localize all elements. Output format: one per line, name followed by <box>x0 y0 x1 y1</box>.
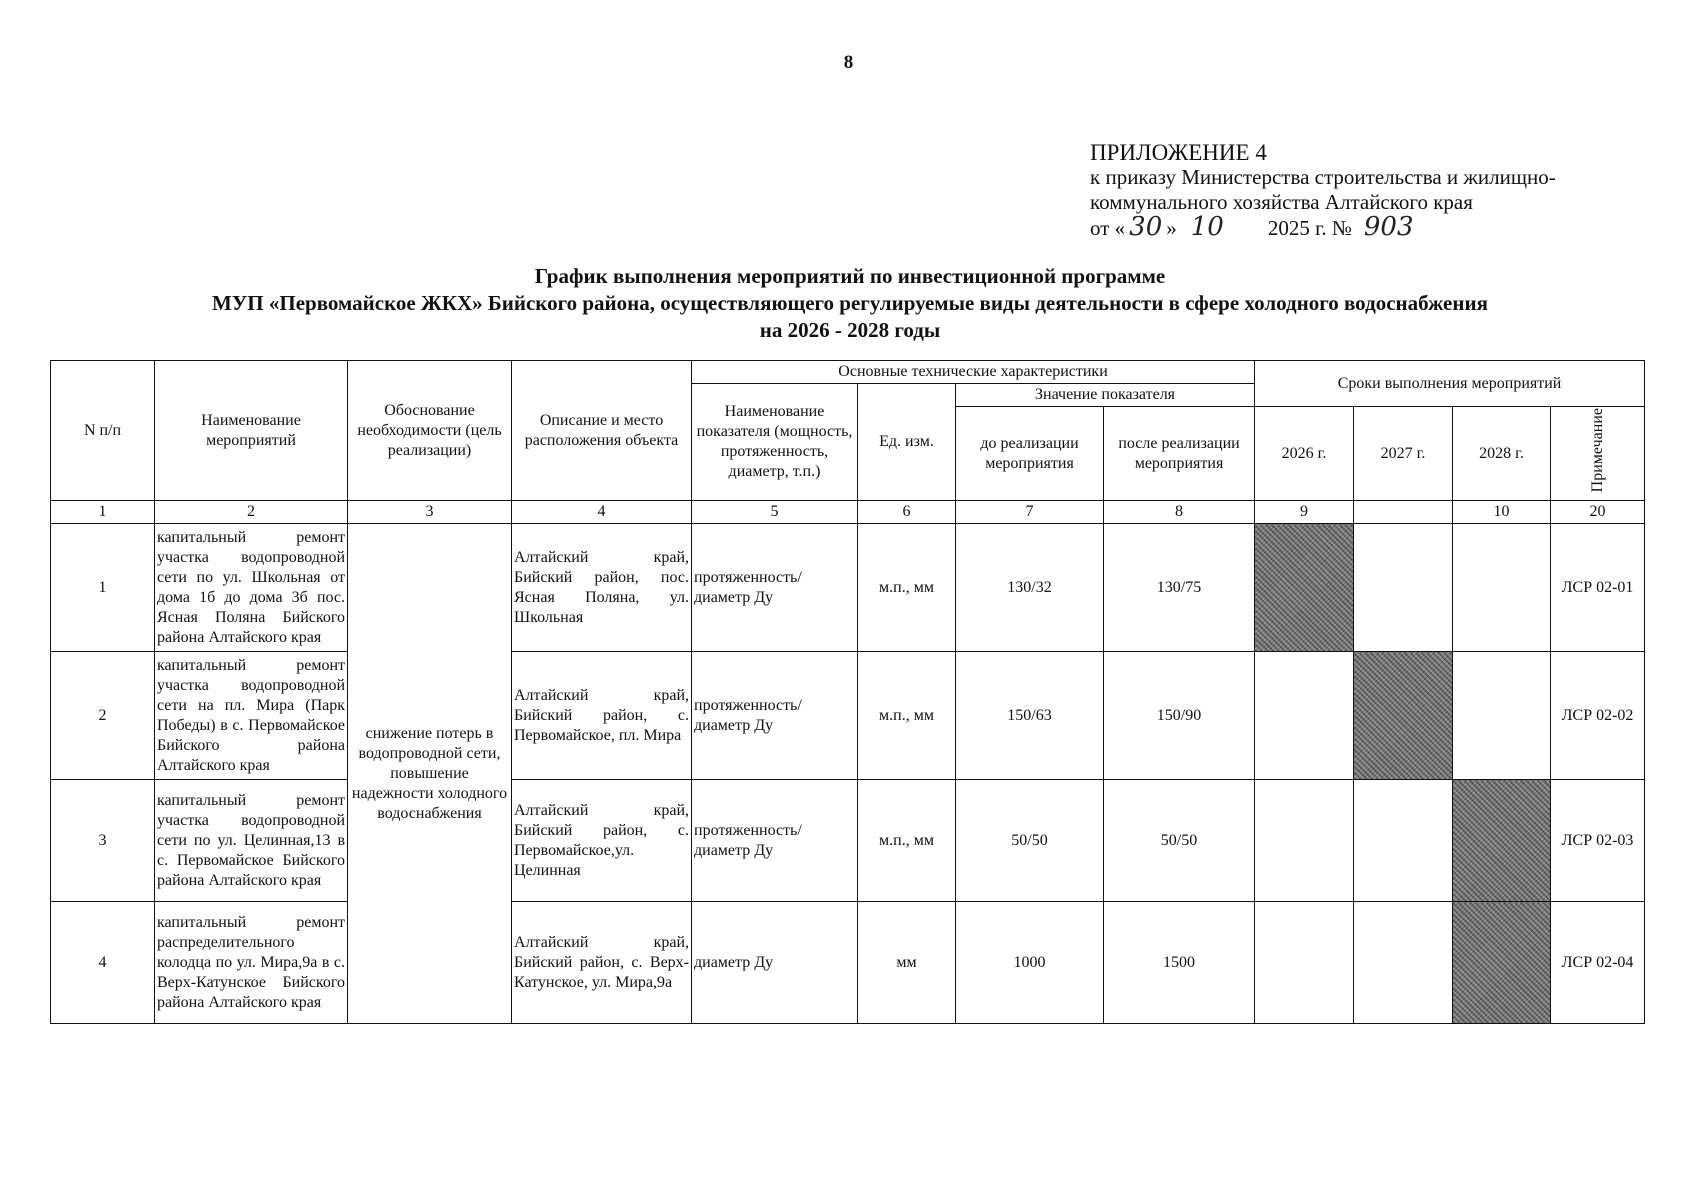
header-location: Описание и место расположения объекта <box>512 361 692 501</box>
schedule-cell-2026 <box>1255 652 1354 780</box>
date-year: 2025 г. № <box>1267 216 1352 240</box>
schedule-cell-2027-filled <box>1354 652 1453 780</box>
row-indicator: протяженность/ диаметр Ду <box>692 652 858 780</box>
column-number: 4 <box>512 501 692 524</box>
row-location: Алтайский край, Бийский район, с. Верх-Катунское, ул. Мира,9а <box>512 902 692 1024</box>
schedule-cell-2028 <box>1453 524 1551 652</box>
row-num: 4 <box>51 902 155 1024</box>
row-num: 2 <box>51 652 155 780</box>
row-before: 50/50 <box>956 780 1104 902</box>
header-note-label: Примечание <box>1588 408 1606 493</box>
row-note: ЛСР 02-04 <box>1551 902 1645 1024</box>
header-after: после реализации мероприятия <box>1104 407 1255 501</box>
row-unit: м.п., мм <box>858 524 956 652</box>
title-line-1: График выполнения мероприятий по инвестиционной программе <box>534 264 1166 288</box>
schedule-cell-2028 <box>1453 652 1551 780</box>
row-before: 150/63 <box>956 652 1104 780</box>
header-2028: 2028 г. <box>1453 407 1551 501</box>
schedule-cell-2027 <box>1354 902 1453 1024</box>
row-name: капитальный ремонт участка водопроводной сети по ул. Целинная,13 в с. Первомайское Бийского района Алтайского края <box>155 780 348 902</box>
column-number: 20 <box>1551 501 1645 524</box>
handwritten-order-number: 903 <box>1363 212 1414 242</box>
row-indicator: протяженность/ диаметр Ду <box>692 780 858 902</box>
table-row <box>51 780 1645 902</box>
appendix-date-line <box>1090 212 1680 242</box>
header-tech-group: Основные технические характеристики <box>692 361 1255 384</box>
schedule-cell-2026 <box>1255 902 1354 1024</box>
schedule-cell-2028-filled <box>1453 902 1551 1024</box>
column-number: 8 <box>1104 501 1255 524</box>
appendix-block <box>1090 140 1680 241</box>
header-note <box>1551 407 1645 501</box>
schedule-table <box>50 360 1645 1024</box>
row-name: капитальный ремонт распределительного колодца по ул. Мира,9а в с. Верх-Катунское Бийского района Алтайского края <box>155 902 348 1024</box>
table-row <box>51 524 1645 652</box>
title-line-2: МУП «Первомайское ЖКХ» Бийского района, осуществляющего регулируемые виды деятельности в сфере холодного водоснабжения <box>212 291 1488 315</box>
handwritten-month: 10 <box>1190 212 1224 242</box>
column-number: 1 <box>51 501 155 524</box>
date-prefix: от « <box>1090 216 1126 240</box>
row-after: 130/75 <box>1104 524 1255 652</box>
appendix-title: ПРИЛОЖЕНИЕ 4 <box>1090 140 1267 165</box>
row-location: Алтайский край, Бийский район, с. Первомайское, пл. Мира <box>512 652 692 780</box>
row-after: 150/90 <box>1104 652 1255 780</box>
date-mid: » <box>1166 216 1177 240</box>
row-unit: м.п., мм <box>858 780 956 902</box>
row-note: ЛСР 02-02 <box>1551 652 1645 780</box>
schedule-cell-2028-filled <box>1453 780 1551 902</box>
title-line-3: на 2026 - 2028 годы <box>759 318 941 342</box>
row-unit: м.п., мм <box>858 652 956 780</box>
appendix-line-1: к приказу Министерства строительства и жилищно- <box>1090 165 1556 189</box>
column-number: 10 <box>1453 501 1551 524</box>
header-indicator-name: Наименование показателя (мощность, протяженность, диаметр, т.п.) <box>692 384 858 501</box>
row-indicator: диаметр Ду <box>692 902 858 1024</box>
row-name: капитальный ремонт участка водопроводной сети по ул. Школьная от дома 1б до дома 3б пос. Ясная Поляна Бийского района Алтайского края <box>155 524 348 652</box>
column-number-row <box>51 501 1645 524</box>
page-number: 8 <box>843 52 854 73</box>
header-2027: 2027 г. <box>1354 407 1453 501</box>
header-name: Наименование мероприятий <box>155 361 348 501</box>
column-number: 5 <box>692 501 858 524</box>
header-value-group: Значение показателя <box>956 384 1255 407</box>
row-location: Алтайский край, Бийский район, с. Первомайское,ул. Целинная <box>512 780 692 902</box>
appendix-line-2: коммунального хозяйства Алтайского края <box>1090 190 1473 214</box>
schedule-cell-2026 <box>1255 780 1354 902</box>
document-title <box>90 263 1610 344</box>
row-indicator: протяженность/ диаметр Ду <box>692 524 858 652</box>
header-num: N п/п <box>51 361 155 501</box>
row-after: 1500 <box>1104 902 1255 1024</box>
column-number: 9 <box>1255 501 1354 524</box>
header-before: до реализации мероприятия <box>956 407 1104 501</box>
table-row <box>51 902 1645 1024</box>
column-number: 3 <box>348 501 512 524</box>
header-2026: 2026 г. <box>1255 407 1354 501</box>
shared-justification: снижение потерь в водопроводной сети, повышение надежности холодного водоснабжения <box>348 524 512 1024</box>
column-number: 2 <box>155 501 348 524</box>
handwritten-day: 30 <box>1129 212 1163 242</box>
row-before: 130/32 <box>956 524 1104 652</box>
header-schedule-group: Сроки выполнения мероприятий <box>1255 361 1645 407</box>
row-num: 3 <box>51 780 155 902</box>
row-num: 1 <box>51 524 155 652</box>
row-note: ЛСР 02-03 <box>1551 780 1645 902</box>
schedule-cell-2027 <box>1354 780 1453 902</box>
header-unit: Ед. изм. <box>858 384 956 501</box>
header-justification: Обоснование необходимости (цель реализации) <box>348 361 512 501</box>
row-name: капитальный ремонт участка водопроводной сети на пл. Мира (Парк Победы) в с. Первомайское Бийского района Алтайского края <box>155 652 348 780</box>
row-before: 1000 <box>956 902 1104 1024</box>
row-location: Алтайский край, Бийский район, пос. Ясная Поляна, ул. Школьная <box>512 524 692 652</box>
column-number: 7 <box>956 501 1104 524</box>
row-note: ЛСР 02-01 <box>1551 524 1645 652</box>
schedule-cell-2026-filled <box>1255 524 1354 652</box>
column-number <box>1354 501 1453 524</box>
row-unit: мм <box>858 902 956 1024</box>
table-row <box>51 652 1645 780</box>
column-number: 6 <box>858 501 956 524</box>
schedule-cell-2027 <box>1354 524 1453 652</box>
row-after: 50/50 <box>1104 780 1255 902</box>
